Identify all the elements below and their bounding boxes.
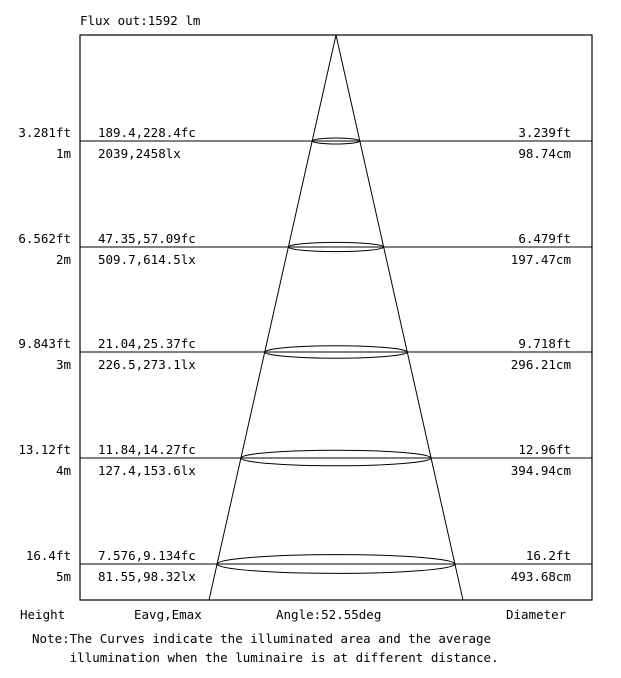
- height-ft-5: 16.4ft: [25, 548, 71, 563]
- height-ft-2: 6.562ft: [18, 231, 71, 246]
- diameter-ft-1: 3.239ft: [518, 125, 571, 140]
- illuminance-fc-5: 7.576,9.134fc: [98, 548, 196, 563]
- illuminance-lx-4: 127.4,153.6lx: [98, 463, 196, 478]
- diameter-ft-4: 12.96ft: [518, 442, 571, 457]
- illuminance-fc-1: 189.4,228.4fc: [98, 125, 196, 140]
- illuminance-lx-1: 2039,2458lx: [98, 146, 181, 161]
- diameter-ft-2: 6.479ft: [518, 231, 571, 246]
- illuminance-fc-4: 11.84,14.27fc: [98, 442, 196, 457]
- illuminance-lx-3: 226.5,273.1lx: [98, 357, 196, 372]
- height-ft-3: 9.843ft: [18, 336, 71, 351]
- illuminance-lx-2: 509.7,614.5lx: [98, 252, 196, 267]
- diameter-cm-4: 394.94cm: [510, 463, 571, 478]
- footer-eavg-label: Eavg,Emax: [134, 607, 202, 622]
- height-m-4: 4m: [55, 463, 71, 478]
- height-m-1: 1m: [55, 146, 71, 161]
- footer-height-label: Height: [20, 607, 66, 622]
- flux-label: Flux out:1592 lm: [80, 13, 201, 28]
- cone-left-edge: [209, 35, 336, 600]
- diameter-cm-1: 98.74cm: [518, 146, 571, 161]
- height-ft-4: 13.12ft: [18, 442, 71, 457]
- illuminance-fc-2: 47.35,57.09fc: [98, 231, 196, 246]
- diameter-ft-3: 9.718ft: [518, 336, 571, 351]
- height-m-5: 5m: [55, 569, 71, 584]
- cone-right-edge: [336, 35, 463, 600]
- note-line-2: illumination when the luminaire is at different distance.: [32, 650, 499, 665]
- diagram-frame: [80, 35, 592, 600]
- diameter-cm-3: 296.21cm: [510, 357, 571, 372]
- note-line-1: Note:The Curves indicate the illuminated area and the average: [32, 631, 492, 646]
- illuminance-fc-3: 21.04,25.37fc: [98, 336, 196, 351]
- footer-angle-label: Angle:52.55deg: [276, 607, 382, 622]
- height-m-3: 3m: [55, 357, 71, 372]
- height-ft-1: 3.281ft: [18, 125, 71, 140]
- diameter-cm-2: 197.47cm: [510, 252, 571, 267]
- diameter-ft-5: 16.2ft: [525, 548, 571, 563]
- footer-diameter-label: Diameter: [506, 607, 567, 622]
- height-m-2: 2m: [55, 252, 71, 267]
- illuminance-lx-5: 81.55,98.32lx: [98, 569, 196, 584]
- diameter-cm-5: 493.68cm: [510, 569, 571, 584]
